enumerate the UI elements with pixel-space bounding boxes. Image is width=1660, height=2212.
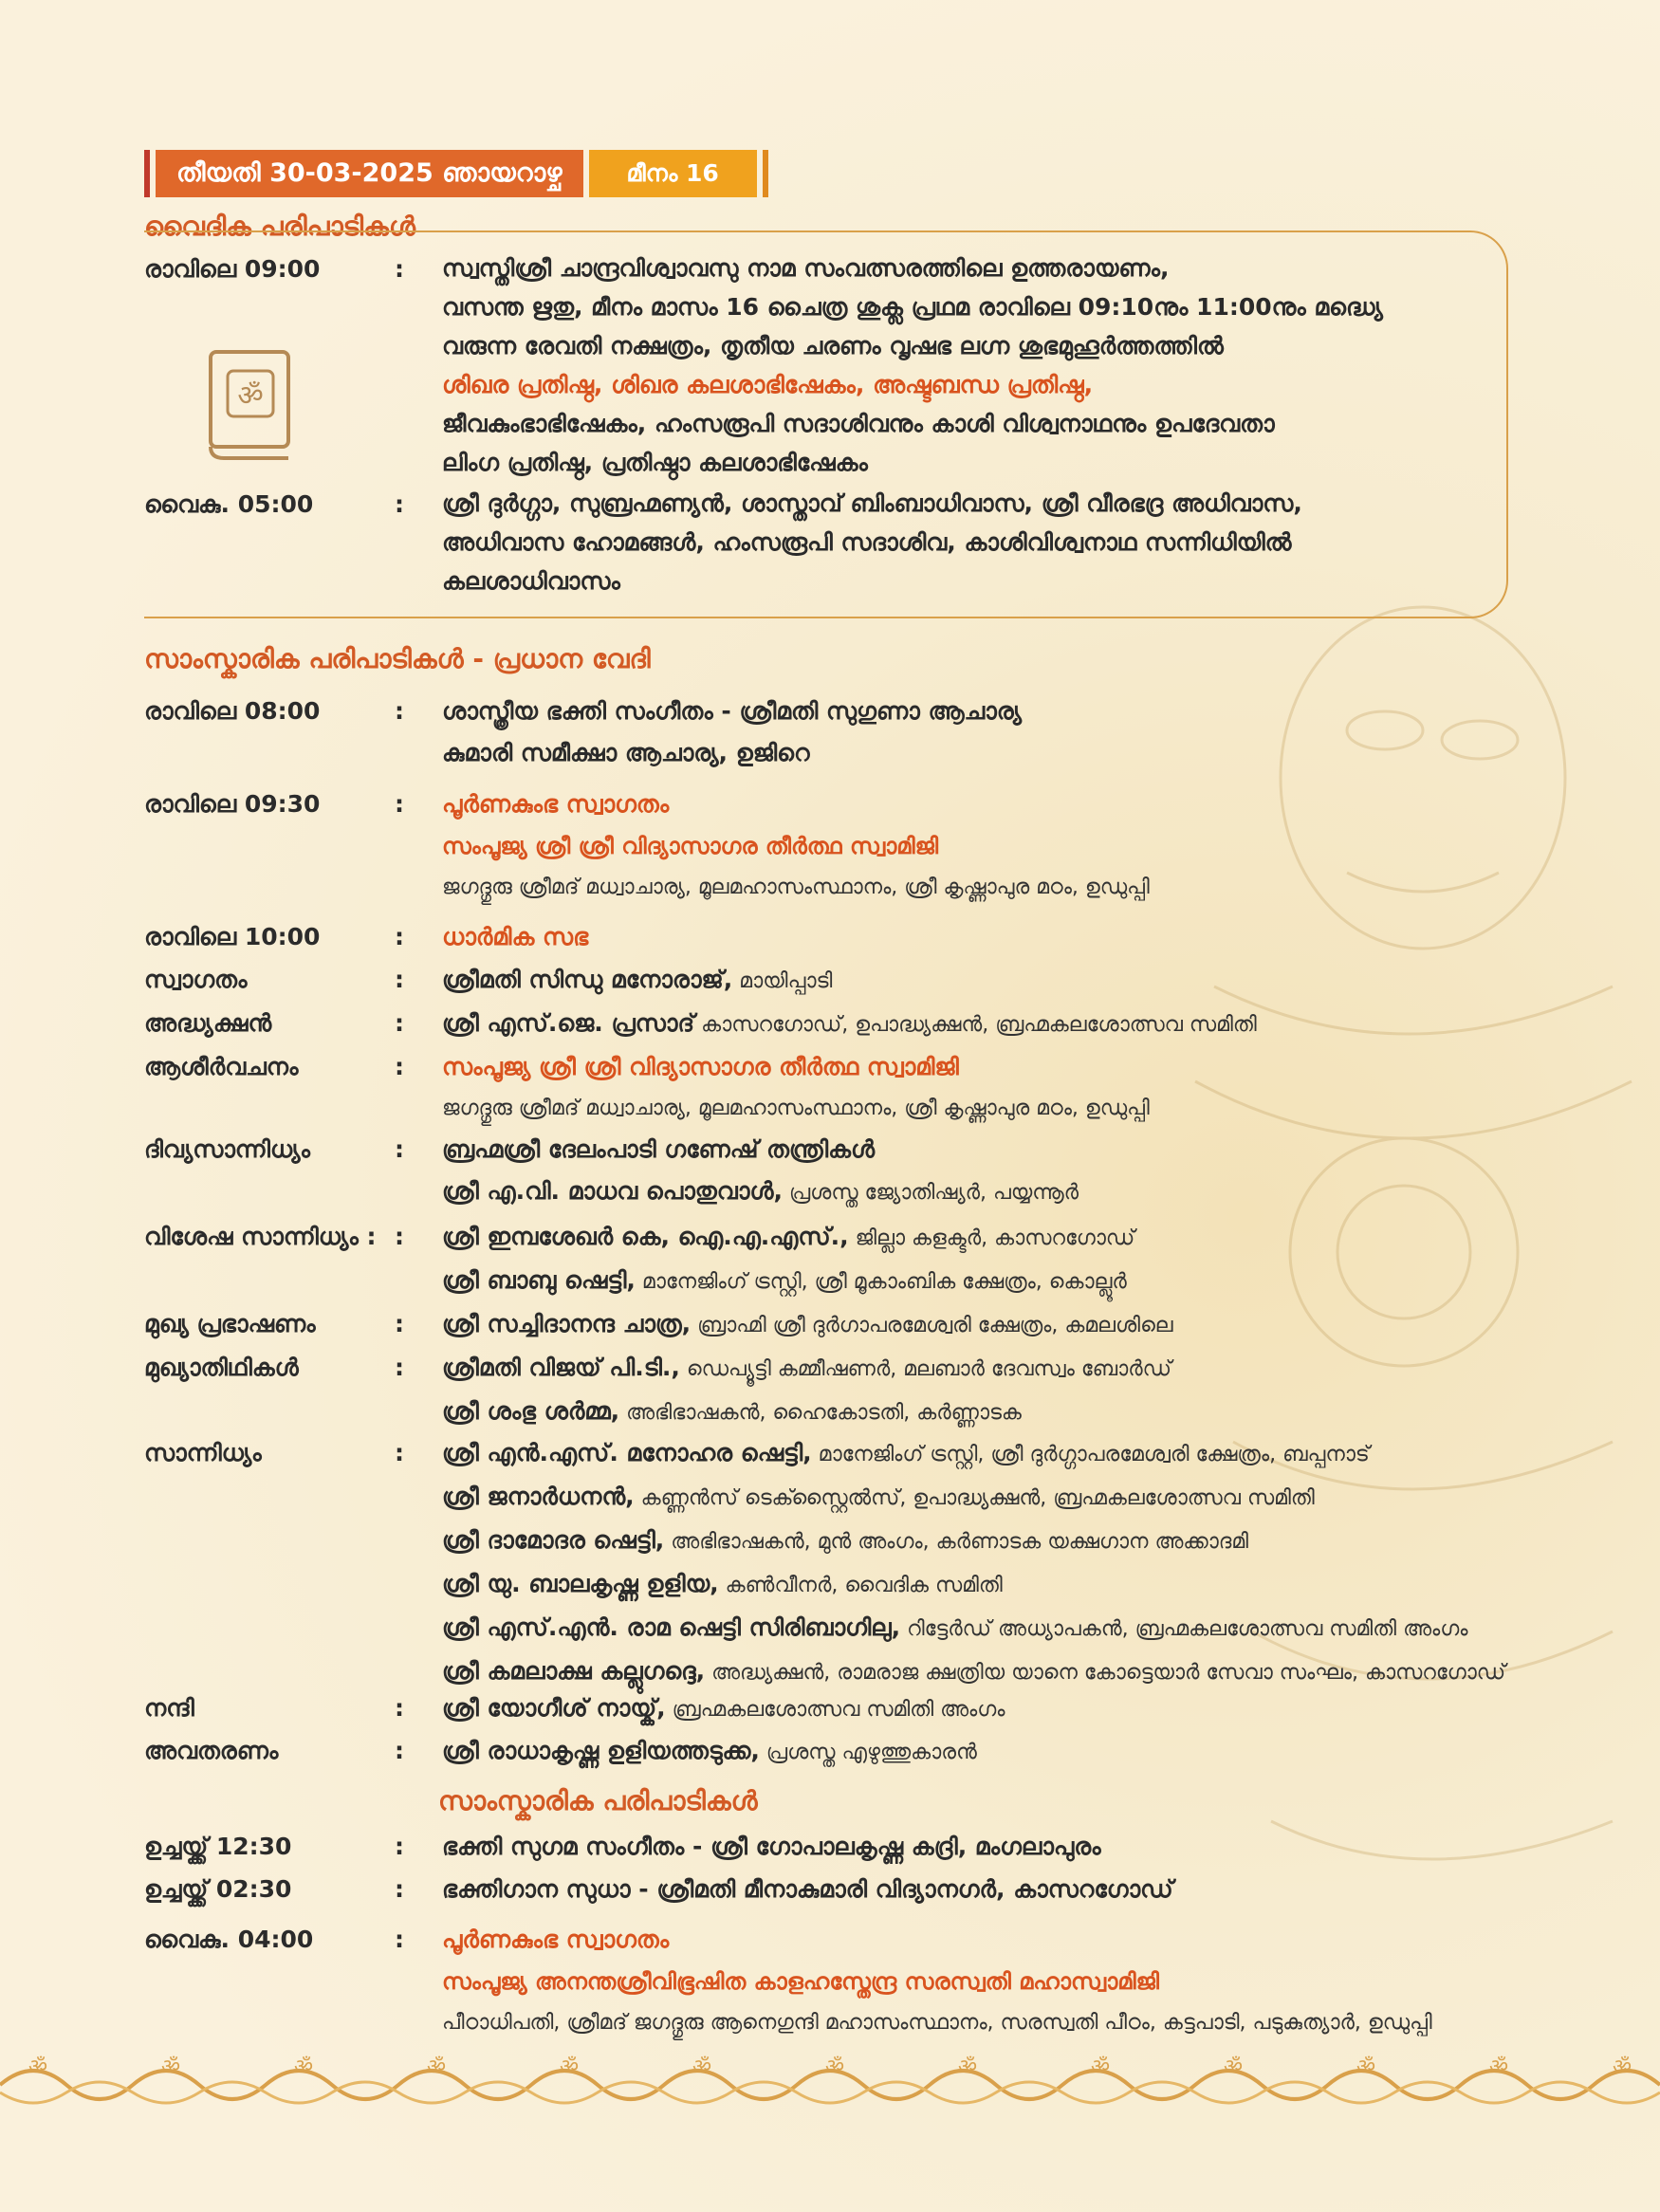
- colon: :: [395, 1223, 404, 1250]
- svg-text:ॐ: ॐ: [1489, 2055, 1509, 2079]
- colon: :: [395, 1694, 404, 1722]
- cultural-row: [144, 1216, 1580, 1303]
- person-name: ശ്രീ യോഗീശ് നായ്ക്,: [442, 1694, 666, 1722]
- vedic-line: ലിംഗ പ്രതിഷ്ഠ, പ്രതിഷ്ഠാ കലശാഭിഷേകം: [442, 449, 868, 476]
- cultural-row: [144, 1347, 1580, 1434]
- row-label: മുഖ്യാതിഥികൾ: [144, 1354, 299, 1381]
- colon: :: [395, 1009, 404, 1037]
- person-name: ശ്രീ സച്ചിദാനന്ദ ചാത്ര,: [442, 1310, 692, 1337]
- row-text: ജഗദ്ഗുരു ശ്രീമദ് മധ്വാചാര്യ, മൂലമഹാസംസ്ഥാനം, ശ്രീ കൃഷ്ണാപുര മഠം, ഉഡുപ്പി: [442, 876, 1150, 899]
- row-label: വൈകു. 04:00: [144, 1926, 314, 1953]
- date-banner: [144, 150, 768, 197]
- vedic-row-0500: [144, 484, 1580, 600]
- row-text: സംപൂജ്യ ശ്രീ ശ്രീ വിദ്യാസാഗര തീർത്ഥ സ്വാമിജി: [442, 1053, 959, 1080]
- svg-text:ॐ: ॐ: [560, 2055, 580, 2079]
- svg-text:ॐ: ॐ: [161, 2055, 181, 2079]
- svg-text:ॐ: ॐ: [1224, 2055, 1244, 2079]
- row-text: ജഗദ്ഗുരു ശ്രീമദ് മധ്വാചാര്യ, മൂലമഹാസംസ്ഥാനം, ശ്രീ കൃഷ്ണാപുര മഠം, ഉഡുപ്പി: [442, 1097, 1150, 1120]
- cultural-row: [144, 691, 1580, 774]
- colon: :: [395, 1737, 404, 1764]
- colon: :: [395, 923, 404, 950]
- svg-text:ॐ: ॐ: [1356, 2055, 1376, 2079]
- svg-text:ॐ: ॐ: [294, 2055, 314, 2079]
- cultural-row: [144, 1869, 1580, 1910]
- svg-text:ॐ: ॐ: [692, 2055, 712, 2079]
- person-name: ശ്രീമതി വിജയ് പി.ടി.,: [442, 1354, 680, 1381]
- row-text: പൂർണകുംഭ സ്വാഗതം: [442, 1926, 670, 1953]
- person-detail: റിട്ടേർഡ് അധ്യാപകൻ, ബ്രഹ്മകലശോത്സവ സമിതി അംഗം: [900, 1617, 1468, 1641]
- svg-text:ॐ: ॐ: [427, 2055, 447, 2079]
- colon: :: [395, 697, 404, 725]
- cultural-row: [144, 1919, 1580, 2044]
- row-label: വിശേഷ സാന്നിധ്യം :: [144, 1223, 377, 1250]
- row-label: രാവിലെ 09:30: [144, 790, 321, 818]
- row-label: ആശീർവചനം: [144, 1053, 299, 1080]
- cultural-row: [144, 1303, 1580, 1347]
- row-text: സംപൂജ്യ ശ്രീ ശ്രീ വിദ്യാസാഗര തീർത്ഥ സ്വാമിജി: [442, 833, 939, 859]
- person-name: ശ്രീ എൻ.എസ്. മനോഹര ഷെട്ടി,: [442, 1439, 812, 1466]
- svg-text:ॐ: ॐ: [28, 2055, 48, 2079]
- row-label: രാവിലെ 08:00: [144, 697, 321, 725]
- person-name: ശ്രീമതി സിന്ധു മനോരാജ്,: [442, 966, 733, 993]
- vedic-line: ജീവകുംഭാഭിഷേകം, ഹംസരൂപി സദാശിവനും കാശി വിശ്വനാഥനും ഉപദേവതാ: [442, 410, 1275, 437]
- vedic-line: സ്വസ്തിശ്രീ ചാന്ദ്രവിശ്വാവസു നാമ സംവത്സരത്തിലെ ഉത്തരായണം,: [442, 254, 1170, 282]
- colon: :: [395, 1053, 404, 1080]
- colon: :: [395, 1135, 404, 1163]
- vedic-row-0900: [144, 249, 1580, 482]
- row-label: അവതരണം: [144, 1737, 279, 1764]
- person-detail: അഭിഭാഷകൻ, മുൻ അംഗം, കർണാടക യക്ഷഗാന അക്കാദമി: [664, 1530, 1249, 1554]
- person-detail: അദ്ധ്യക്ഷൻ, രാമരാജ ക്ഷത്രിയ യാനെ കോട്ടെയാർ സേവാ സംഘം, കാസറഗോഡ്: [705, 1661, 1506, 1685]
- row-text: ഭക്തി സുഗമ സംഗീതം - ശ്രീ ഗോപാലകൃഷ്ണ കദ്രി, മംഗലാപുരം: [442, 1833, 1101, 1860]
- cultural-row: [144, 916, 1580, 958]
- person-detail: മാനേജിംഗ് ട്രസ്റ്റി, ശ്രീ ദുർഗ്ഗാപരമേശ്വരി ക്ഷേത്രം, ബപ്പനാട്: [811, 1443, 1370, 1466]
- colon: :: [395, 966, 404, 993]
- person-detail: കാസറഗോഡ്, ഉപാദ്ധ്യക്ഷൻ, ബ്രഹ്മകലശോത്സവ സമിതി: [694, 1013, 1257, 1037]
- vedic-line: ശ്രീ ദുർഗ്ഗാ, സുബ്രഹ്മണ്യൻ, ശാസ്താവ് ബിംബാധിവാസ, ശ്രീ വീരഭദ്ര അധിവാസ,: [442, 489, 1302, 517]
- person-detail: ജില്ലാ കളക്ടർ, കാസറഗോഡ്: [848, 1226, 1135, 1250]
- cultural-section-title: സാംസ്കാരിക പരിപാടികൾ - പ്രധാന വേദി: [144, 643, 651, 674]
- row-text: കുമാരി സമീക്ഷാ ആചാര്യ, ഉജിറെ: [442, 739, 810, 766]
- cultural-row: [144, 783, 1580, 909]
- person-name: ശ്രീ ജനാർധനൻ,: [442, 1483, 635, 1510]
- person-detail: ഡെപ്യൂട്ടി കമ്മീഷണർ, മലബാർ ദേവസ്വം ബോർഡ്: [679, 1357, 1171, 1381]
- cultural-row: [144, 1046, 1580, 1130]
- row-label: രാവിലെ 10:00: [144, 923, 321, 950]
- person-name: ശ്രീ എസ്.എൻ. രാമ ഷെട്ടി സിരിബാഗിലു,: [442, 1613, 901, 1641]
- svg-text:ॐ: ॐ: [237, 379, 264, 413]
- vedic-line-highlight: ശിഖര പ്രതിഷ്ഠ, ശിഖര കലശാഭിഷേകം, അഷ്ടബന്ധ പ്രതിഷ്ഠ,: [442, 371, 1094, 398]
- cultural-row: [144, 1687, 1580, 1731]
- cultural-row: [144, 1003, 1580, 1046]
- person-detail: ബ്രാഹ്മി ശ്രീ ദുർഗാപരമേശ്വരി ക്ഷേത്രം, കമലശിലെ: [691, 1314, 1173, 1337]
- vedic-section-title: വൈദിക പരിപാടികൾ: [144, 211, 415, 242]
- person-name: ശ്രീ എ.വി. മാധവ പൊതുവാൾ,: [442, 1177, 783, 1205]
- date-text: തീയതി 30-03-2025 ഞായറാഴ്ച: [156, 150, 583, 197]
- row-text: പൂർണകുംഭ സ്വാഗതം: [442, 790, 670, 818]
- row-label: മുഖ്യ പ്രഭാഷണം: [144, 1310, 316, 1337]
- person-name: ശ്രീ യു. ബാലകൃഷ്ണ ഉളിയ,: [442, 1570, 719, 1597]
- person-detail: പ്രശസ്ത ജ്യോതിഷ്യർ, പയ്യന്നൂർ: [782, 1181, 1079, 1205]
- row-text: സംപൂജ്യ അനന്തശ്രീവിഭൂഷിത കാളഹസ്തേന്ദ്ര സരസ്വതി മഹാസ്വാമിജി: [442, 1968, 1160, 1995]
- svg-text:ॐ: ॐ: [825, 2055, 845, 2079]
- person-name: ശ്രീ ഇമ്പശേഖർ കെ, ഐ.എ.എസ്.,: [442, 1223, 849, 1250]
- cultural-row: [144, 1730, 1580, 1774]
- row-text: ശാസ്ത്രീയ ഭക്തി സംഗീതം - ശ്രീമതി സുഗുണാ ആചാര്യ: [442, 697, 1023, 725]
- person-detail: അഭിഭാഷകൻ, ഹൈകോടതി, കർണ്ണാടക: [619, 1401, 1022, 1425]
- vedic-line: അധിവാസ ഹോമങ്ങൾ, ഹംസരൂപി സദാശിവ, കാശിവിശ്വനാഥ സന്നിധിയിൽ: [442, 528, 1292, 556]
- banner-left-bar: [144, 150, 150, 197]
- cultural-row: [144, 1432, 1580, 1694]
- person-name: ശ്രീ ദാമോദര ഷെട്ടി,: [442, 1526, 665, 1554]
- row-label: ഉച്ചയ്ക്ക് 02:30: [144, 1875, 292, 1903]
- row-label: ദിവ്യസാന്നിധ്യം: [144, 1135, 310, 1163]
- row-label: ഉച്ചയ്ക്ക് 12:30: [144, 1833, 292, 1860]
- cultural-sub-title: സാംസ്കാരിക പരിപാടികൾ: [438, 1785, 758, 1816]
- cultural-row: [144, 1129, 1580, 1214]
- vedic-time: വൈകു. 05:00: [144, 490, 314, 518]
- cultural-row: [144, 959, 1580, 1003]
- vedic-line: വരുന്ന രേവതി നക്ഷത്രം, തൃതീയ ചരണം വൃഷഭ ലഗ്ന ശുഭമുഹൂർത്തത്തിൽ: [442, 332, 1224, 359]
- colon: :: [395, 1926, 404, 1953]
- vedic-line: വസന്ത ഋതു, മീനം മാസം 16 ചൈത്ര ശുക്ല പ്രഥമ രാവിലെ 09:10നും 11:00നും മദ്ധ്യെ: [442, 293, 1383, 321]
- colon: :: [395, 1439, 404, 1466]
- person-detail: കൺവീനർ, വൈദിക സമിതി: [718, 1574, 1003, 1597]
- person-name: ശ്രീ കമലാക്ഷ കല്ലുഗദ്ദെ,: [442, 1657, 706, 1685]
- row-label: നന്ദി: [144, 1694, 194, 1722]
- colon: :: [395, 1354, 404, 1381]
- row-text: പീഠാധിപതി, ശ്രീമദ് ജഗദ്ഗുരു ആനെഗുന്ദി മഹാസംസ്ഥാനം, സരസ്വതി പീഠം, കട്ടപാടി, പടുകുത്യാർ, ഉഡുപ്പി: [442, 2011, 1432, 2035]
- person-detail: മാനേജിംഗ് ട്രസ്റ്റി, ശ്രീ മൂകാംബിക ക്ഷേത്രം, കൊല്ലൂർ: [635, 1270, 1127, 1294]
- cultural-row: [144, 1826, 1580, 1868]
- colon: :: [395, 790, 404, 818]
- row-label: അദ്ധ്യക്ഷൻ: [144, 1009, 272, 1037]
- colon: :: [395, 1310, 404, 1337]
- colon: :: [395, 1833, 404, 1860]
- svg-text:ॐ: ॐ: [1091, 2055, 1111, 2079]
- row-text: ഭക്തിഗാന സുധാ - ശ്രീമതി മീനാകുമാരി വിദ്യാനഗർ, കാസറഗോഡ്: [442, 1875, 1173, 1903]
- person-name: ശ്രീ രാധാകൃഷ്ണ ഉളിയത്തടുക്ക,: [442, 1737, 760, 1764]
- svg-text:ॐ: ॐ: [958, 2055, 978, 2079]
- vedic-line: കലശാധിവാസം: [442, 567, 620, 595]
- person-name: ശ്രീ ബാബു ഷെട്ടി,: [442, 1266, 636, 1294]
- vedic-time: രാവിലെ 09:00: [144, 255, 321, 283]
- row-label: സ്വാഗതം: [144, 966, 248, 993]
- colon: :: [395, 1875, 404, 1903]
- person-name: ശ്രീ ശംഭു ശർമ്മ,: [442, 1397, 620, 1425]
- person-detail: മായിപ്പാടി: [732, 969, 833, 993]
- person-name: ശ്രീ എസ്.ജെ. പ്രസാദ്: [442, 1009, 695, 1037]
- person-detail: കണ്ണൻസ് ടെക്സ്റ്റൈൽസ്, ഉപാദ്ധ്യക്ഷൻ, ബ്രഹ്മകലശോത്സവ സമിതി: [634, 1486, 1315, 1510]
- row-text: ബ്രഹ്മശ്രീ ദേലംപാടി ഗണേഷ് തന്ത്രികൾ: [442, 1135, 876, 1163]
- colon: :: [395, 490, 404, 518]
- row-label: സാന്നിധ്യം: [144, 1439, 262, 1466]
- row-text: ധാർമിക സഭ: [442, 923, 589, 950]
- banner-right-bar: [763, 150, 768, 197]
- malayalam-date: മീനം 16: [589, 150, 757, 197]
- person-detail: പ്രശസ്ത എഴുത്തുകാരൻ: [759, 1741, 977, 1764]
- om-border-decoration: [0, 2047, 1660, 2113]
- colon: :: [395, 255, 404, 283]
- person-detail: ബ്രഹ്മകലശോത്സവ സമിതി അംഗം: [665, 1698, 1005, 1722]
- svg-text:ॐ: ॐ: [1613, 2055, 1632, 2079]
